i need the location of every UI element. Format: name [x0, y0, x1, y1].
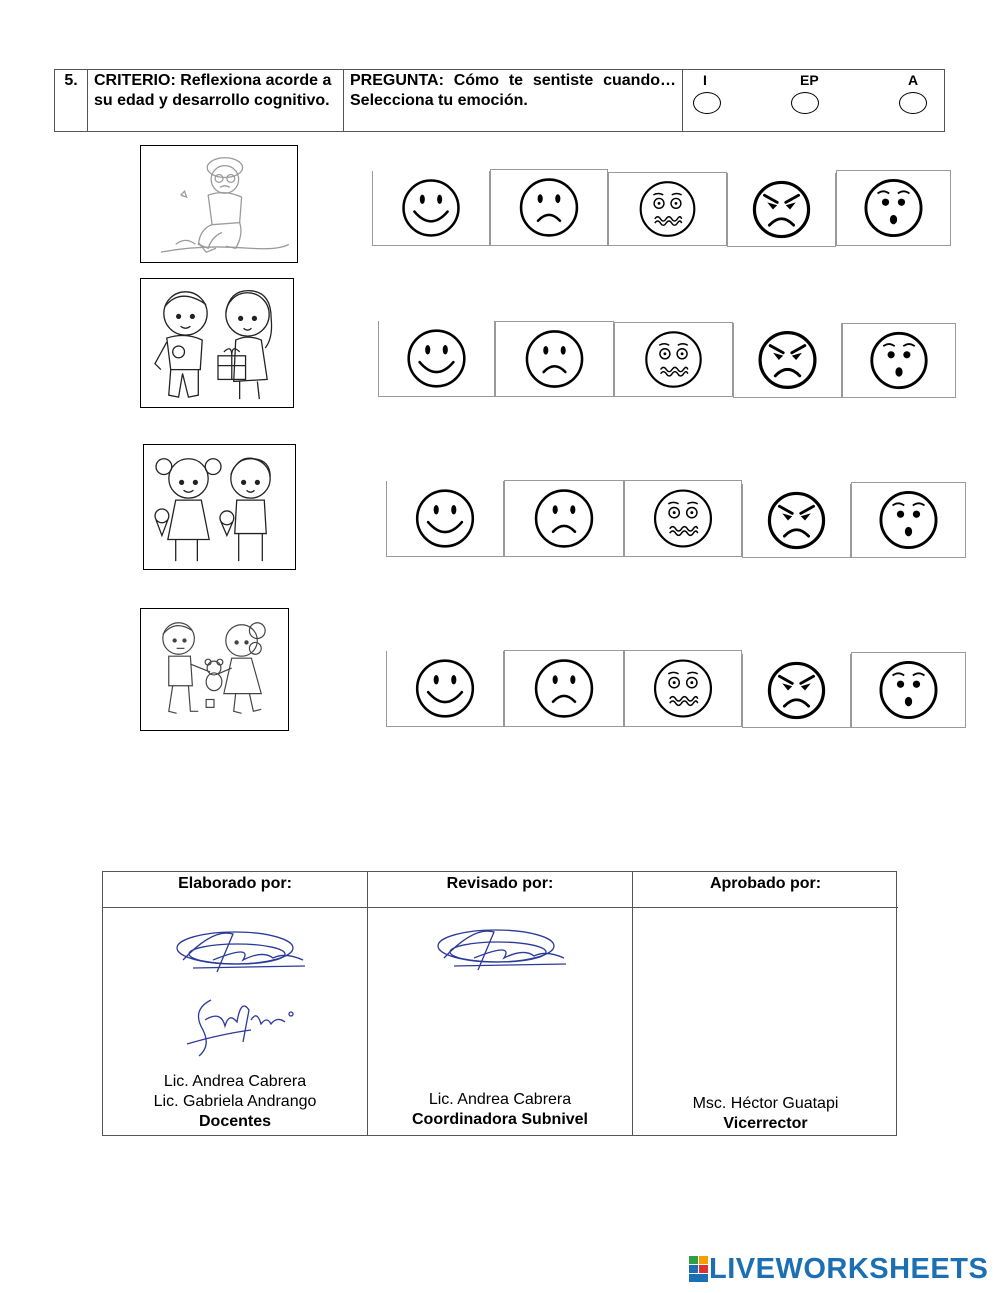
sad-face-option[interactable]	[490, 169, 608, 246]
scale-radio-a[interactable]	[899, 92, 927, 114]
nervous-face-option[interactable]	[614, 322, 733, 397]
nervous-face-icon	[625, 651, 741, 726]
elaborado-names	[103, 1072, 367, 1132]
children-ice-cream-illustration	[143, 444, 296, 570]
liveworksheets-wordmark: LIVEWORKSHEETS	[709, 1252, 989, 1285]
signature-andrea-cabrera-2	[434, 924, 574, 982]
scale-radio-i[interactable]	[693, 92, 721, 114]
nervous-face-option[interactable]	[624, 650, 742, 727]
scale-label-a: A	[908, 72, 919, 88]
happy-face-option[interactable]	[372, 171, 490, 246]
scale-label-i: I	[703, 72, 707, 88]
revisado-name-1: Lic. Andrea Cabrera	[428, 1091, 572, 1108]
nervous-face-icon	[615, 323, 732, 396]
scale-cell	[683, 70, 944, 131]
happy-face-option[interactable]	[386, 481, 504, 557]
nervous-face-option[interactable]	[608, 172, 727, 246]
children-fighting-over-toy-illustration	[140, 608, 289, 731]
approval-revisado-column	[368, 872, 633, 1135]
sad-face-icon	[505, 481, 623, 556]
approval-table	[102, 871, 897, 1136]
elaborado-name-2: Lic. Gabriela Andrango	[153, 1093, 317, 1110]
signature-andrea-cabrera-1	[173, 924, 313, 982]
angry-face-option[interactable]	[742, 654, 851, 728]
surprised-face-icon	[843, 324, 955, 397]
child-hurt-knee-illustration	[140, 145, 298, 263]
elaborado-header: Elaborado por:	[103, 872, 367, 908]
aprobado-header: Aprobado por:	[633, 872, 898, 908]
angry-face-icon	[743, 484, 850, 557]
scale-radio-ep[interactable]	[791, 92, 819, 114]
sad-face-option[interactable]	[504, 650, 624, 727]
angry-face-icon	[728, 173, 835, 246]
surprised-face-icon	[852, 483, 965, 557]
criteria-text: CRITERIO: Reflexiona acorde a su edad y desarrollo cognitivo.	[88, 70, 344, 131]
sad-face-icon	[505, 651, 623, 726]
aprobado-role: Vicerrector	[723, 1115, 808, 1132]
criteria-number: 5.	[55, 70, 88, 131]
liveworksheets-badge-icon	[689, 1256, 709, 1282]
surprised-face-option[interactable]	[842, 323, 956, 398]
children-sharing-gift-illustration	[140, 278, 294, 408]
approval-elaborado-column	[103, 872, 368, 1135]
nervous-face-icon	[609, 173, 726, 245]
criteria-table	[54, 69, 945, 132]
surprised-face-icon	[837, 171, 950, 245]
angry-face-icon	[743, 654, 850, 727]
surprised-face-option[interactable]	[851, 482, 966, 558]
aprobado-names	[633, 1094, 898, 1134]
approval-aprobado-column	[633, 872, 898, 1135]
sad-face-icon	[496, 322, 613, 396]
surprised-face-option[interactable]	[851, 652, 966, 728]
sad-face-icon	[491, 170, 607, 245]
revisado-role: Coordinadora Subnivel	[411, 1111, 588, 1128]
angry-face-icon	[734, 323, 841, 397]
angry-face-option[interactable]	[733, 323, 842, 398]
elaborado-role: Docentes	[198, 1113, 272, 1130]
revisado-names	[368, 1090, 632, 1130]
aprobado-name-1: Msc. Héctor Guatapi	[692, 1095, 839, 1112]
question-text: PREGUNTA: Cómo te sentiste cuando… Selecciona tu emoción.	[344, 70, 683, 131]
liveworksheets-logo	[689, 1252, 988, 1286]
surprised-face-icon	[852, 653, 965, 727]
happy-face-option[interactable]	[378, 321, 495, 397]
elaborado-name-1: Lic. Andrea Cabrera	[163, 1073, 307, 1090]
happy-face-icon	[373, 171, 489, 245]
sad-face-option[interactable]	[495, 321, 614, 397]
sad-face-option[interactable]	[504, 480, 624, 557]
angry-face-option[interactable]	[727, 173, 836, 247]
nervous-face-option[interactable]	[624, 480, 742, 557]
signature-gabriela-andrango	[181, 990, 296, 1062]
happy-face-icon	[387, 481, 503, 556]
revisado-header: Revisado por:	[368, 872, 632, 908]
happy-face-icon	[379, 321, 494, 396]
angry-face-option[interactable]	[742, 484, 851, 558]
scale-label-ep: EP	[800, 72, 819, 88]
nervous-face-icon	[625, 481, 741, 556]
surprised-face-option[interactable]	[836, 170, 951, 246]
happy-face-icon	[387, 651, 503, 726]
happy-face-option[interactable]	[386, 651, 504, 727]
